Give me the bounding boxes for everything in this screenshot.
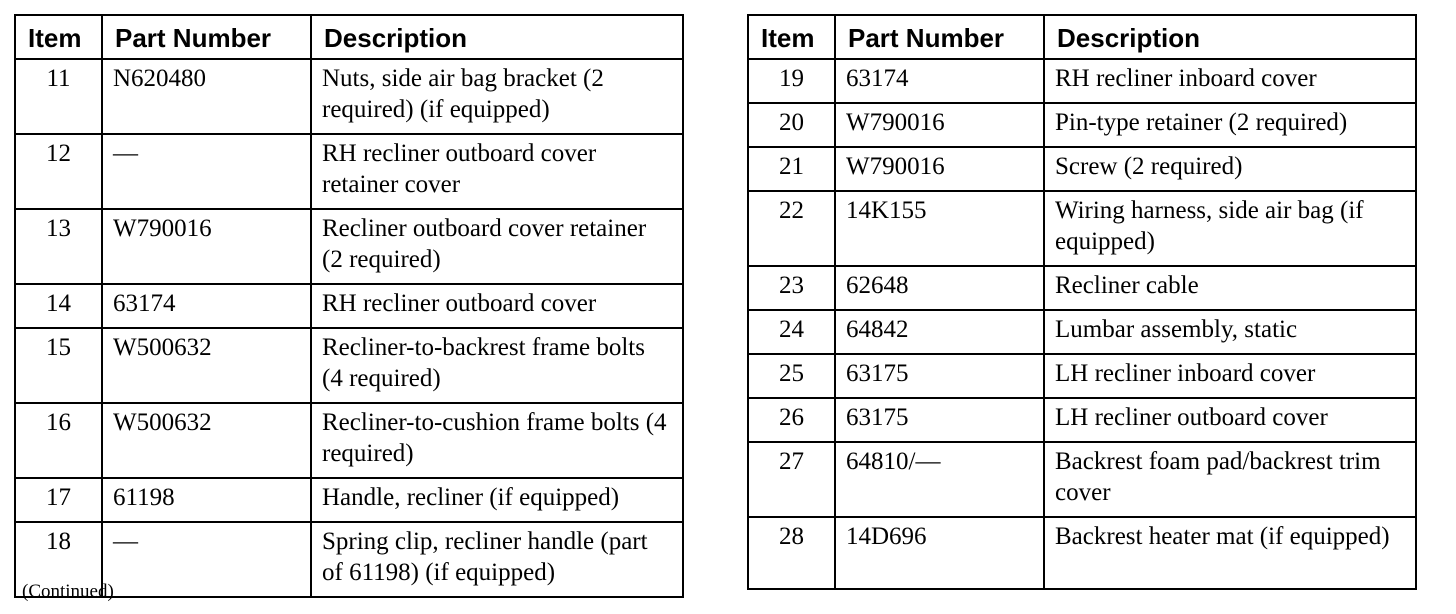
table-row [748, 442, 1416, 517]
part-number: — [102, 522, 311, 597]
description: Screw (2 required) [1044, 147, 1416, 191]
table-row [748, 266, 1416, 310]
item-number: 14 [15, 284, 102, 328]
item-number: 12 [15, 134, 102, 209]
part-number: 14K155 [835, 191, 1044, 266]
item-number: 15 [15, 328, 102, 403]
description: LH recliner inboard cover [1044, 354, 1416, 398]
item-number: 24 [748, 310, 835, 354]
description: Backrest foam pad/backrest trim cover [1044, 442, 1416, 517]
table-row [15, 328, 683, 403]
description: Lumbar assembly, static [1044, 310, 1416, 354]
item-number: 23 [748, 266, 835, 310]
description: Pin-type retainer (2 required) [1044, 103, 1416, 147]
continued-note: (Continued) [22, 581, 114, 602]
column-header-part-number: Part Number [102, 15, 311, 59]
item-number: 27 [748, 442, 835, 517]
part-number: 63175 [835, 398, 1044, 442]
item-number: 16 [15, 403, 102, 478]
item-number: 19 [748, 59, 835, 103]
description: RH recliner outboard cover [311, 284, 683, 328]
table-row [15, 478, 683, 522]
table-row [748, 517, 1416, 589]
item-number: 18 [15, 522, 102, 597]
description: Recliner-to-backrest frame bolts (4 required) [311, 328, 683, 403]
table-header-row [15, 15, 683, 59]
table-row [15, 403, 683, 478]
column-header-description: Description [311, 15, 683, 59]
table-row [748, 310, 1416, 354]
table-row [15, 134, 683, 209]
item-number: 17 [15, 478, 102, 522]
part-number: N620480 [102, 59, 311, 134]
column-header-item: Item [15, 15, 102, 59]
item-number: 22 [748, 191, 835, 266]
table-row [15, 284, 683, 328]
part-number: — [102, 134, 311, 209]
table-row [748, 191, 1416, 266]
table-row [748, 354, 1416, 398]
table-row [748, 59, 1416, 103]
description: Recliner outboard cover retainer (2 required) [311, 209, 683, 284]
part-number: W500632 [102, 403, 311, 478]
column-header-item: Item [748, 15, 835, 59]
item-number: 11 [15, 59, 102, 134]
item-number: 21 [748, 147, 835, 191]
part-number: 63174 [835, 59, 1044, 103]
part-number: 61198 [102, 478, 311, 522]
table-row [748, 103, 1416, 147]
description: RH recliner inboard cover [1044, 59, 1416, 103]
part-number: 64842 [835, 310, 1044, 354]
parts-table-left [14, 14, 684, 598]
description: Backrest heater mat (if equipped) [1044, 517, 1416, 589]
description: Handle, recliner (if equipped) [311, 478, 683, 522]
part-number: 14D696 [835, 517, 1044, 589]
part-number: W790016 [102, 209, 311, 284]
description: Wiring harness, side air bag (if equipped) [1044, 191, 1416, 266]
column-header-description: Description [1044, 15, 1416, 59]
item-number: 25 [748, 354, 835, 398]
part-number: 62648 [835, 266, 1044, 310]
part-number: 64810/— [835, 442, 1044, 517]
table-row [15, 209, 683, 284]
description: RH recliner outboard cover retainer cover [311, 134, 683, 209]
parts-table-right [747, 14, 1417, 590]
item-number: 13 [15, 209, 102, 284]
item-number: 28 [748, 517, 835, 589]
part-number: 63175 [835, 354, 1044, 398]
description: Recliner-to-cushion frame bolts (4 required) [311, 403, 683, 478]
table-header-row [748, 15, 1416, 59]
part-number: W500632 [102, 328, 311, 403]
part-number: W790016 [835, 103, 1044, 147]
part-number: W790016 [835, 147, 1044, 191]
item-number: 26 [748, 398, 835, 442]
column-header-part-number: Part Number [835, 15, 1044, 59]
description: Nuts, side air bag bracket (2 required) (if equipped) [311, 59, 683, 134]
part-number: 63174 [102, 284, 311, 328]
description: Spring clip, recliner handle (part of 61198) (if equipped) [311, 522, 683, 597]
table-row [15, 59, 683, 134]
description: Recliner cable [1044, 266, 1416, 310]
table-row [748, 398, 1416, 442]
table-row [748, 147, 1416, 191]
table-row [15, 522, 683, 597]
description: LH recliner outboard cover [1044, 398, 1416, 442]
item-number: 20 [748, 103, 835, 147]
